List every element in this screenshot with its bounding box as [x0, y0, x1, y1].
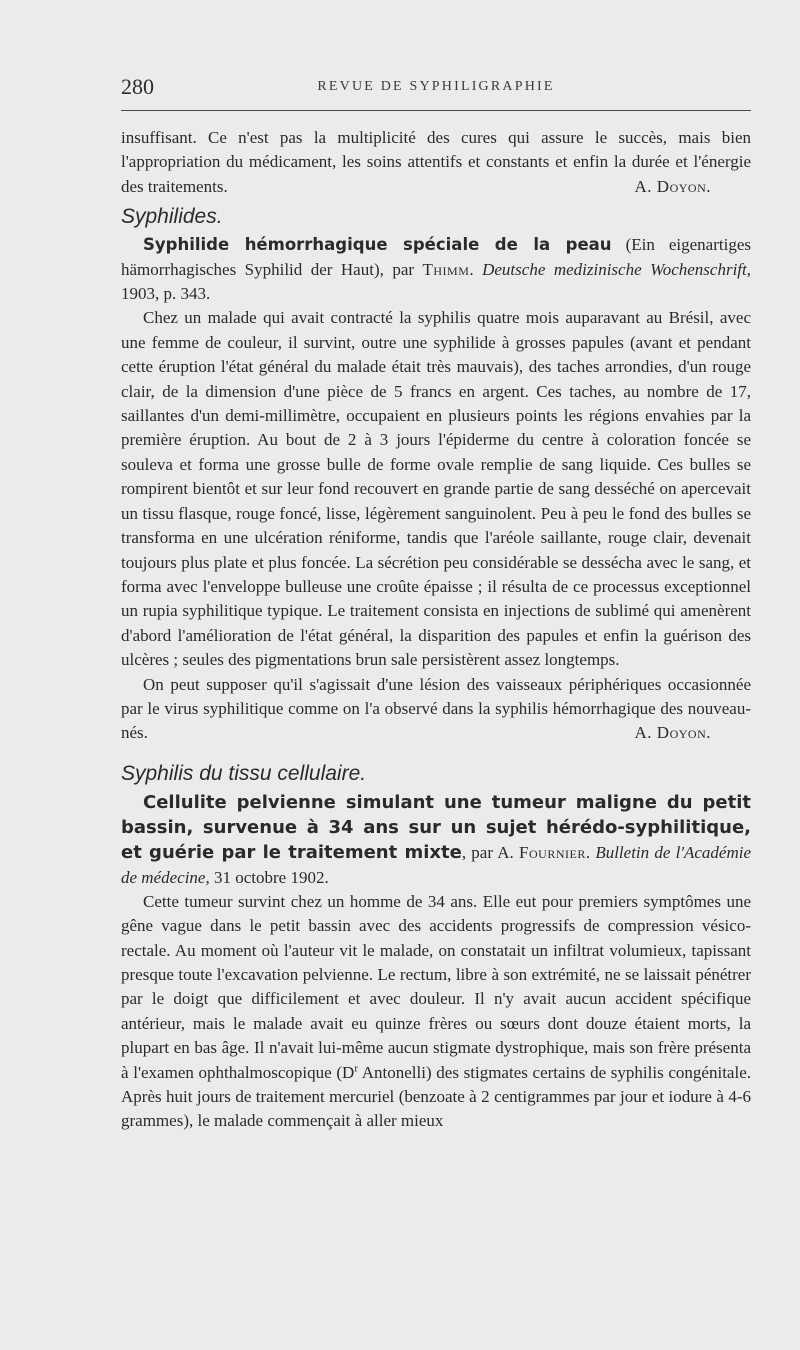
header-rule	[121, 110, 751, 111]
reference-citation: , 1903, p. 343.	[121, 259, 751, 304]
article-reference	[121, 233, 751, 306]
section-heading-syphilides: Syphilides.	[121, 205, 223, 229]
reference-text: (Ein eigenartiges hämorrhagisches Syphilid der Haut), par	[121, 235, 752, 279]
conclusion-text: On peut supposer qu'il s'agissait d'une lésion des vaisseaux périphériques occasionnée par le virus syphilitique comme on l'a observé dans la syphilis hémorrhagique des nouveau-nés.	[121, 674, 751, 743]
page-number: 280	[121, 74, 154, 99]
article-reference	[121, 790, 751, 890]
superscript: r	[354, 1061, 358, 1074]
article-paragraph-conclusion	[121, 673, 751, 746]
journal-name: Deutsche medizinische Wochenschrift	[482, 259, 747, 279]
opening-paragraph	[121, 126, 751, 199]
opening-signature: A. Doyon.	[634, 176, 711, 196]
article-paragraph	[121, 890, 751, 1134]
article-title: Syphilide hémorrhagique spéciale de la peau	[143, 235, 612, 255]
reference-separator: .	[585, 842, 596, 862]
journal-name: Bulletin de l'Académie de médecine	[121, 842, 752, 887]
author-name: Thimm	[422, 259, 470, 279]
paragraph-text-continued: Antonelli) des stigmates certains de syphilis congénitale. Après huit jours de traitement mercuriel (benzoate à 2 centigrammes par jour et iodure à 4-6 grammes), le malade commençait à aller mieux	[121, 1062, 751, 1131]
author-name: Fournier	[519, 842, 586, 862]
page-header	[121, 72, 751, 102]
article-signature: A. Doyon.	[634, 723, 711, 743]
running-title: REVUE DE SYPHILIGRAPHIE	[317, 79, 555, 94]
opening-text: insuffisant. Ce n'est pas la multiplicité des cures qui assure le succès, mais bien l'appropriation du médicament, les soins attentifs et constants et enfin la durée et l'énergie des traitements.	[121, 128, 751, 196]
reference-text: , par A.	[461, 842, 520, 862]
article-paragraph: Chez un malade qui avait contracté la syphilis quatre mois auparavant au Brésil, avec une femme de couleur, il survint, outre une syphilide à grosses papules (avant et pendant cette éruption l'état général du malade était très mauvais), des taches arrondies, d'un rouge clair, de la dimension d'une pièce de 5 francs en argent. Ces taches, au nombre de 17, saillantes d'un demi-millimètre, occupaient en plusieurs points les régions envahies par la première éruption. Au bout de 2 à 3 jours l'épiderme du centre à coloration foncée se souleva et forma une grosse bulle de forme ovale remplie de sang liquide. Ces bulles se rompirent bientôt et sur leur fond recouvert en grande partie de sang desséché on apercevait un tissu flasque, rouge foncé, lisse, légèrement sanguinolent. Peu à peu le fond des bulles se transforma en une ulcération réniforme, tandis que l'aréole saillante, rouge clair, devenait toujours plus plate et plus foncée. La sécrétion peu considérable se dessécha avec le sang, et forma avec l'enveloppe bulleuse une croûte épaisse ; il résulta de ce processus exceptionnel un rupia syphilitique typique. Le traitement consista en injections de sublimé qui amenèrent d'abord l'amélioration de l'état général, la disparition des papules et enfin la guérison des ulcères ; seules des pigmentations brun sale persistèrent assez longtemps.	[121, 308, 751, 670]
section-heading-tissu-cellulaire: Syphilis du tissu cellulaire.	[121, 761, 367, 785]
reference-citation: , 31 octobre 1902.	[205, 867, 329, 887]
page-body	[121, 126, 751, 1134]
article-title: Cellulite pelvienne simulant une tumeur maligne du petit bassin, survenue à 34 ans sur un sujet hérédo-syphilitique, et guérie par le traitement mixte	[121, 791, 751, 863]
paragraph-text: Cette tumeur survint chez un homme de 34 ans. Elle eut pour premiers symptômes une gêne vague dans le petit bassin avec des accidents progressifs de compression vésico-rectale. Au moment où l'auteur vit le malade, on constatait un infiltrat volumieux, tapissant presque toute l'excavation pelvienne. Le rectum, libre à son extrémité, ne se laissait pénétrer par le doigt que difficilement et avec douleur. Il n'y avait aucun accident spécifique antérieur, mais le malade avait eu quinze frères ou sœurs dont douze étaient morts, la plupart en bas âge. Il n'avait lui-même aucun stigmate dystrophique, mais son frère présenta à l'examen ophthalmoscopique (D	[121, 891, 751, 1082]
reference-separator: .	[469, 259, 483, 279]
